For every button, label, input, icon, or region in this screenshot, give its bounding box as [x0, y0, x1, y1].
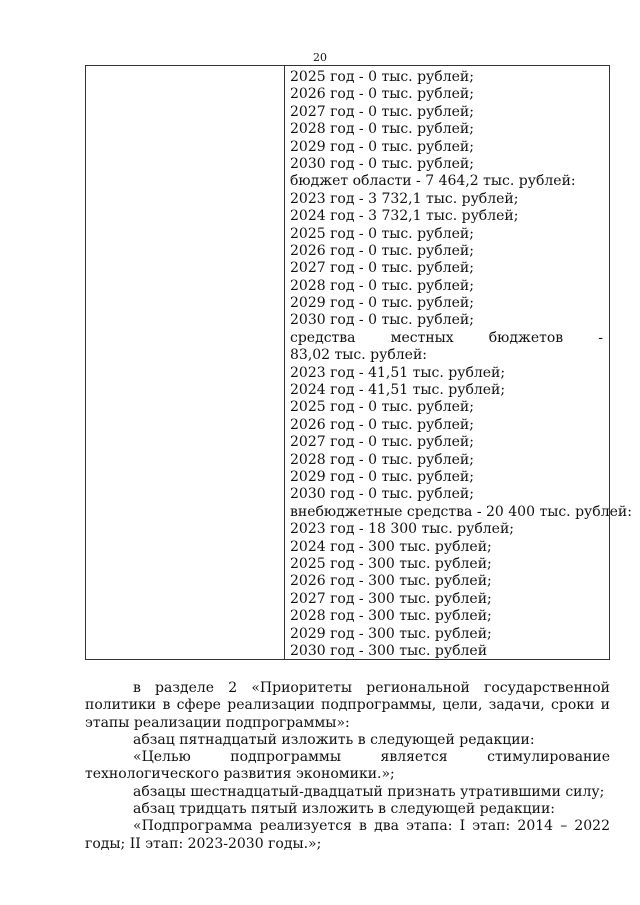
- funding-table: [85, 65, 632, 660]
- funding-line: 2026 год - 300 тыс. рублей;: [290, 573, 492, 590]
- funding-line: 2028 год - 300 тыс. рублей;: [290, 608, 492, 625]
- funding-line: 2025 год - 0 тыс. рублей;: [290, 69, 474, 85]
- funding-line: 2025 год - 300 тыс. рублей;: [290, 555, 492, 572]
- funding-line: 2027 год - 300 тыс. рублей;: [290, 590, 492, 607]
- funding-line: 2029 год - 0 тыс. рублей;: [290, 295, 474, 312]
- heading-word: -: [598, 329, 603, 346]
- funding-line: 2024 год - 300 тыс. рублей;: [290, 538, 492, 555]
- heading-word: средства: [290, 329, 356, 346]
- funding-line: 2030 год - 0 тыс. рублей;: [290, 155, 474, 172]
- heading-word: местных: [390, 329, 454, 346]
- funding-line: 2026 год - 0 тыс. рублей;: [290, 242, 474, 259]
- funding-line: 2029 год - 0 тыс. рублей;: [290, 468, 474, 485]
- funding-line: 2030 год - 300 тыс. рублей: [290, 642, 488, 659]
- funding-line: 2023 год - 41,51 тыс. рублей;: [290, 364, 506, 381]
- paragraph-stages: «Подпрограмма реализуется в два этапа: I этап: 2014 – 2022 годы; II этап: 2023-2030 годы.»;: [85, 818, 610, 852]
- funding-line: 2026 год - 0 тыс. рублей;: [290, 86, 474, 103]
- funding-line: 2023 год - 18 300 тыс. рублей;: [290, 521, 515, 538]
- column-divider: [284, 66, 285, 659]
- paragraph-goal: «Целью подпрограммы является стимулирование технологического развития экономики.»;: [85, 749, 610, 783]
- funding-line: 2029 год - 0 тыс. рублей;: [290, 138, 474, 155]
- funding-line: 2028 год - 0 тыс. рублей;: [290, 277, 474, 294]
- page-number: 20: [313, 51, 327, 64]
- heading-word: бюджетов: [488, 329, 564, 346]
- funding-line: 2029 год - 300 тыс. рублей;: [290, 625, 492, 642]
- paragraph-15-heading: абзац пятнадцатый изложить в следующей редакции:: [133, 731, 535, 748]
- funding-line: бюджет области - 7 464,2 тыс. рублей:: [290, 173, 576, 190]
- paragraph-section-2: в разделе 2 «Приоритеты региональной государственной политики в сфере реализации подпрограммы, цели, задачи, сроки и этапы реализации подпрограммы»:: [85, 680, 610, 731]
- funding-line: 2027 год - 0 тыс. рублей;: [290, 434, 474, 451]
- funding-line: 2028 год - 0 тыс. рублей;: [290, 451, 474, 468]
- paragraph-16-20: абзацы шестнадцатый-двадцатый признать утратившими силу;: [133, 783, 605, 800]
- funding-line: 83,02 тыс. рублей:: [290, 347, 428, 364]
- amendment-text: [85, 680, 610, 853]
- funding-line: 2023 год - 3 732,1 тыс. рублей;: [290, 190, 519, 207]
- funding-line: внебюджетные средства - 20 400 тыс. рублей:: [290, 503, 632, 520]
- funding-line: 2027 год - 0 тыс. рублей;: [290, 260, 474, 277]
- funding-line: 2025 год - 0 тыс. рублей;: [290, 399, 474, 416]
- local-budget-heading: [290, 330, 603, 347]
- funding-line: 2030 год - 0 тыс. рублей;: [290, 486, 474, 503]
- funding-line: 2024 год - 41,51 тыс. рублей;: [290, 382, 506, 399]
- funding-line: 2026 год - 0 тыс. рублей;: [290, 416, 474, 433]
- funding-cell: [290, 69, 632, 660]
- funding-line: 2030 год - 0 тыс. рублей;: [290, 312, 474, 329]
- paragraph-35-heading: абзац тридцать пятый изложить в следующей редакции:: [133, 801, 556, 818]
- funding-line: 2024 год - 3 732,1 тыс. рублей;: [290, 208, 519, 225]
- funding-line: 2028 год - 0 тыс. рублей;: [290, 121, 474, 138]
- funding-line: 2025 год - 0 тыс. рублей;: [290, 225, 474, 242]
- funding-line: 2027 год - 0 тыс. рублей;: [290, 103, 474, 120]
